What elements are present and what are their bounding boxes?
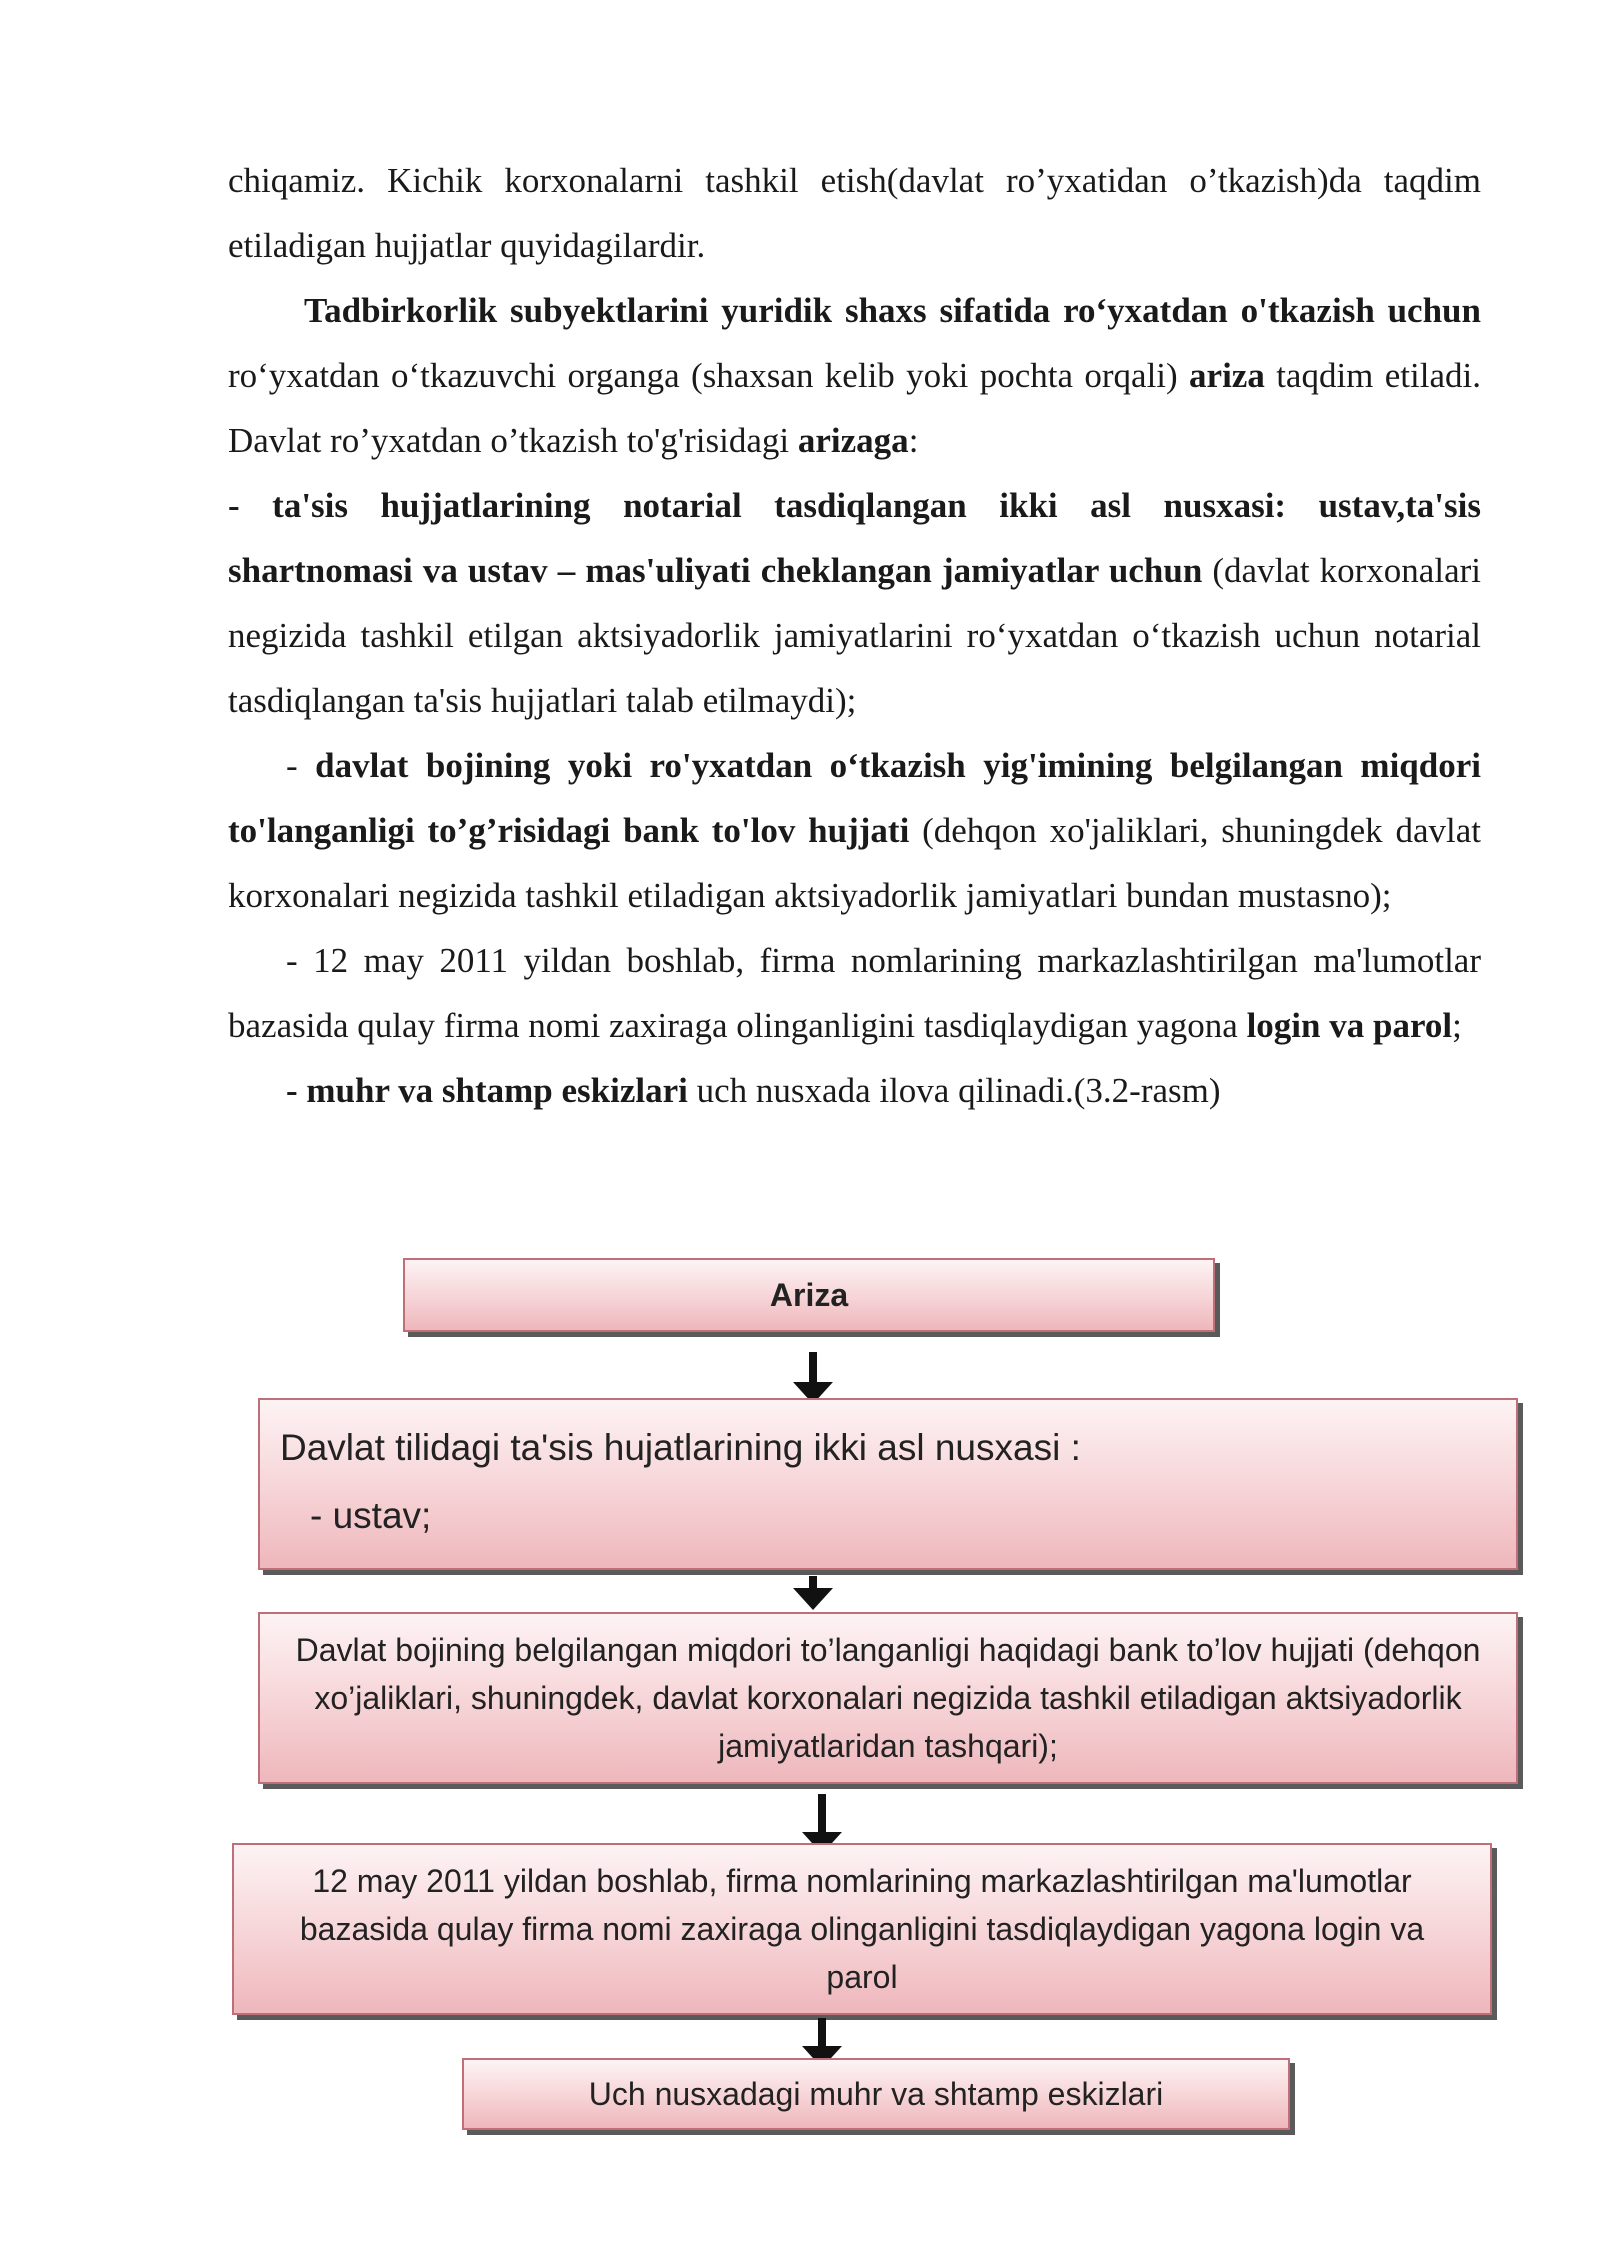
diagram-box-ariza: Ariza (403, 1258, 1215, 1332)
arrow-2 (809, 1576, 817, 1590)
list-item-login: - 12 may 2011 yildan boshlab, firma nomlarining markazlashtirilgan ma'lumotlar bazasida qulay firma nomi zaxiraga olinganligini tasdiqlaydigan yagona login va parol; (228, 941, 1481, 1045)
box-charter-line2: - ustav; (310, 1495, 432, 1536)
box-charter-line1: Davlat tilidagi ta'sis hujatlarining ikki asl nusxasi : (280, 1427, 1081, 1468)
list-item-fee: - davlat bojining yoki ro'yxatdan o‘tkazish yig'imining belgilangan miqdori to'langanligi to’g’risidagi bank to'lov hujjati (dehqon xo'jaliklari, shuningdek davlat korxonalari negizida tashkil etiladigan aktsiyadorlik jamiyatlari bundan mustasno); (228, 746, 1481, 915)
list-item-charter: - ta'sis hujjatlarining notarial tasdiqlangan ikki asl nusxasi: ustav,ta'sis shartnomasi va ustav – mas'uliyati cheklangan jamiyatlar uchun (davlat korxonalari negizida tashkil etilgan aktsiyadorlik jamiyatlarini ro‘yxatdan o‘tkazish uchun notarial tasdiqlangan ta'sis hujjatlari talab etilmaydi); (228, 486, 1481, 720)
paragraph-intro: chiqamiz. Kichik korxonalarni tashkil etish(davlat ro’yxatidan o’tkazish)da taqdim etiladigan hujjatlar quyidagilardir. (228, 161, 1481, 265)
paragraph-application: Tadbirkorlik subyektlarini yuridik shaxs sifatida ro‘yxatdan o'tkazish uchun ro‘yxatdan o‘tkazuvchi organga (shaxsan kelib yoki pochta orqali) ariza taqdim etiladi. Davlat ro’yxatdan o’tkazish to'g'risidagi arizaga: (228, 291, 1481, 460)
diagram-box-fee: Davlat bojining belgilangan miqdori to’langanligi haqidagi bank to’lov hujjati (dehqon xo’jaliklari, shuningdek, davlat korxonalari negizida tashkil etiladigan aktsiyadorlik jamiyatlaridan tashqari); (258, 1612, 1518, 1784)
document-body (228, 148, 1481, 1123)
diagram-box-login: 12 may 2011 yildan boshlab, firma nomlarining markazlashtirilgan ma'lumotlar bazasida qulay firma nomi zaxiraga olinganligini tasdiqlaydigan yagona login va parol (232, 1843, 1492, 2015)
diagram-box-charter (258, 1398, 1518, 1570)
arrow-4 (818, 2018, 826, 2048)
list-item-stamp: - muhr va shtamp eskizlari uch nusxada ilova qilinadi.(3.2-rasm) (286, 1071, 1221, 1110)
arrow-1 (809, 1352, 817, 1384)
arrow-3 (818, 1794, 826, 1834)
diagram-box-stamp: Uch nusxadagi muhr va shtamp eskizlari (462, 2058, 1290, 2130)
